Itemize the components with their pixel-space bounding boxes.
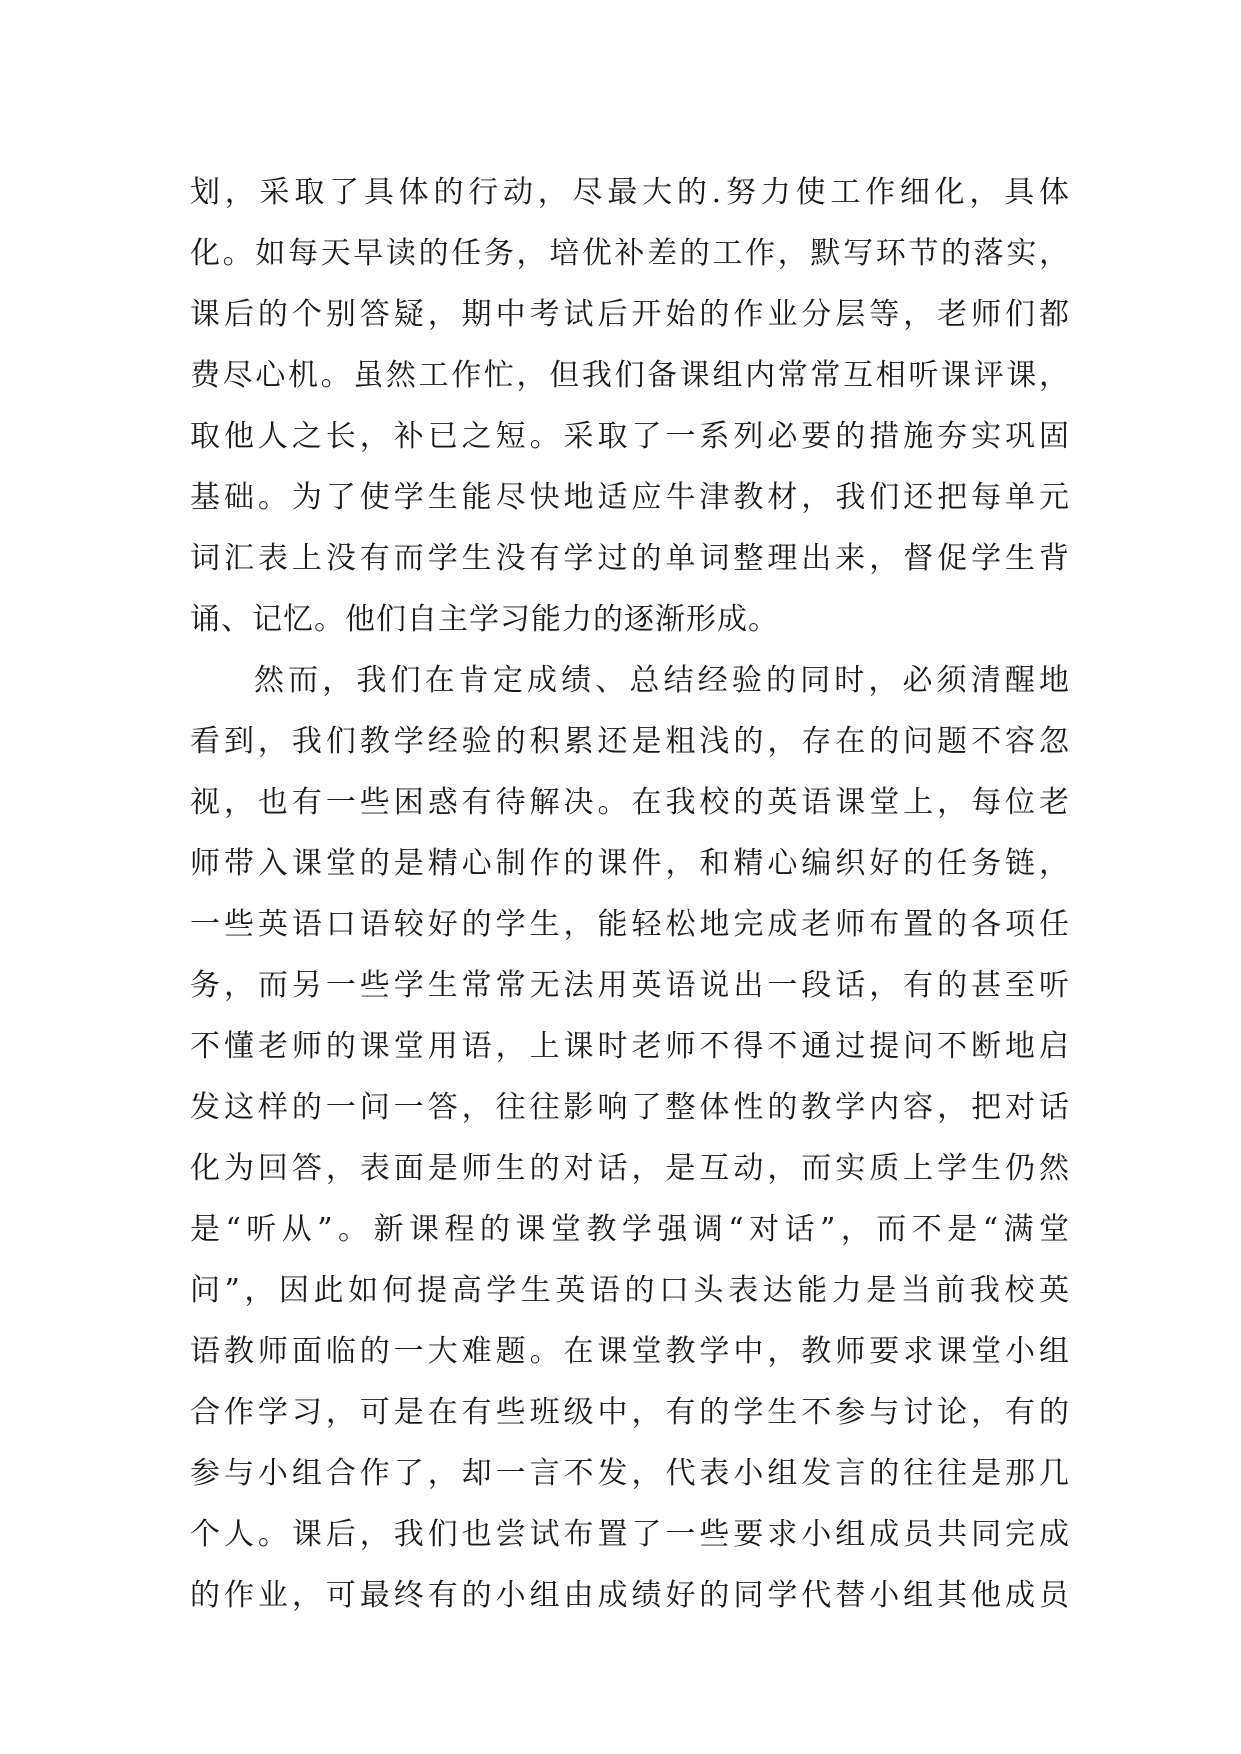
text-line: 个人。课后，我们也尝试布置了一些要求小组成员共同完成 [190, 1517, 1070, 1552]
text-line: 合作学习，可是在有些班级中，有的学生不参与讨论，有的 [190, 1395, 1070, 1430]
text-line: 师带入课堂的是精心制作的课件，和精心编织好的任务链， [190, 846, 1070, 881]
text-line: 化。如每天早读的任务，培优补差的工作，默写环节的落实， [190, 236, 1070, 271]
text-line: 课后的个别答疑，期中考试后开始的作业分层等，老师们都 [190, 297, 1070, 332]
text-line: 语教师面临的一大难题。在课堂教学中，教师要求课堂小组 [190, 1334, 1070, 1369]
text-line: 化为回答，表面是师生的对话，是互动，而实质上学生仍然 [190, 1151, 1070, 1186]
text-line: 基础。为了使学生能尽快地适应牛津教材，我们还把每单元 [190, 480, 1070, 515]
text-line: 务，而另一些学生常常无法用英语说出一段话，有的甚至听 [190, 968, 1070, 1003]
text-line: 参与小组合作了，却一言不发，代表小组发言的往往是那几 [190, 1456, 1070, 1491]
text-line: 费尽心机。虽然工作忙，但我们备课组内常常互相听课评课， [190, 358, 1070, 393]
text-line: 视，也有一些困惑有待解决。在我校的英语课堂上，每位老 [190, 785, 1070, 820]
text-line: 一些英语口语较好的学生，能轻松地完成老师布置的各项任 [190, 907, 1070, 942]
body-text [190, 162, 1070, 1626]
paragraph-start-line: 然而，我们在肯定成绩、总结经验的同时，必须清醒地 [254, 663, 1070, 698]
text-line: 是“听从”。新课程的课堂教学强调“对话”，而不是“满堂 [190, 1212, 1070, 1247]
text-line: 问”，因此如何提高学生英语的口头表达能力是当前我校英 [190, 1273, 1070, 1308]
text-line: 诵、记忆。他们自主学习能力的逐渐形成。 [190, 602, 779, 637]
text-line: 看到，我们教学经验的积累还是粗浅的，存在的问题不容忽 [190, 724, 1070, 759]
text-line: 划，采取了具体的行动，尽最大的.努力使工作细化，具体 [190, 175, 1070, 210]
text-line: 词汇表上没有而学生没有学过的单词整理出来，督促学生背 [190, 541, 1070, 576]
text-line: 的作业，可最终有的小组由成绩好的同学代替小组其他成员 [190, 1578, 1070, 1613]
text-line: 发这样的一问一答，往往影响了整体性的教学内容，把对话 [190, 1090, 1070, 1125]
text-line: 不懂老师的课堂用语，上课时老师不得不通过提问不断地启 [190, 1029, 1070, 1064]
text-line: 取他人之长，补已之短。采取了一系列必要的措施夯实巩固 [190, 419, 1070, 454]
